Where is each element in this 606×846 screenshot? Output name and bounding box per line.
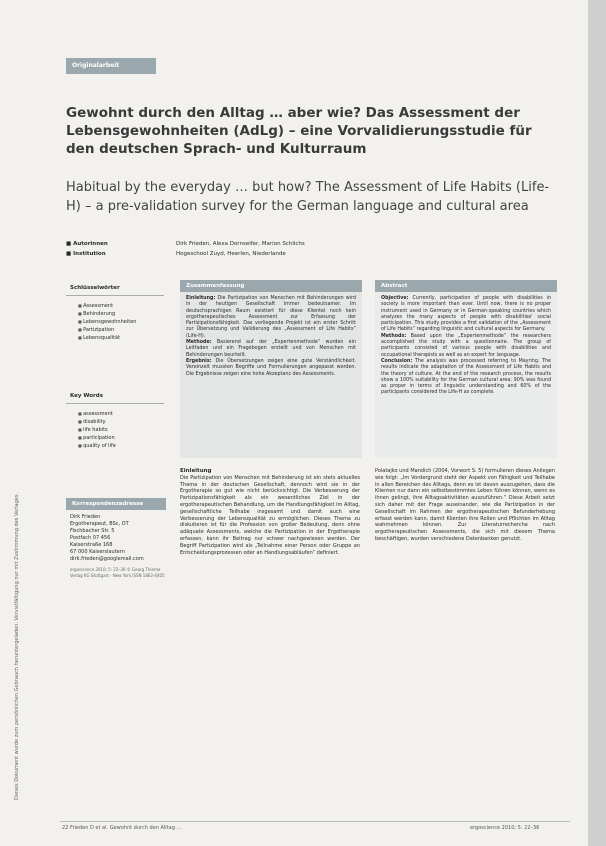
summary-german-title: Zusammenfassung — [180, 280, 362, 292]
abstract-objective: Currently, participation of people with disabilities in society is more important than ever. Until now, there is no proper instrument used in Germany or in German-speaking countries which analyzes the many aspects of people with disabilities' social participation. This study provides a first validation of the „Assessment of Life Habits“ regarding linguistic and cultural aspects for Germany. — [381, 296, 551, 333]
correspondence-title: Korrespondenzadresse — [66, 498, 166, 510]
abstract-methods: Based upon the „Expertenmethode“ the researchers accomplished the study with a questionnaire. The group of participants consisted of various people with disabilities and occupational therapists as well as an expert for language. — [381, 333, 551, 358]
authors-value: Dirk Frieden, Alexa Dornseifer, Marion Schlichs — [176, 241, 305, 247]
summary-results: Die Übersetzungen zeigen eine gute Verständlichkeit. Vereinzelt mussten Begriffe und Formulierungen angepasst werden. Die Ergebnisse zeigen eine hohe Akzeptanz des Assessments. — [186, 358, 356, 377]
abstract-english-title: Abstract — [375, 280, 557, 292]
keyword-de: ■ Lebensgewohnheiten — [78, 318, 164, 326]
institutes-value: Hogeschool Zuyd, Heerlen, Niederlande — [176, 251, 286, 257]
intro-paragraph-2: Polatajko und Mandich (2004, Vorwort S. 5) formulieren dieses Anliegen wie folgt: „Im Vordergrund steht der Aspekt von Fähigkeit und Teilhabe in allen Bereichen des Alltags, denn es ist davon auszugehen, dass die Klienten nur dann ein selbstbestimmtes Leben führen können, wenn es ihnen gelingt, ihre Alltagsaktivitäten auszuführen.“ Diese Arbeit setzt sich daher mit der Frage auseinander, wie die Partizipation in der Gesellschaft im Rahmen der ergotherapeutischen Befunderhebung erfasst werden kann, damit Klienten ihre Rollen und Pflichten im Alltag wahrnehmen können. Zur Literaturrecherche nach ergotherapeutischen Assessments, die sich mit diesem Thema beschäftigen, wurden verschiedene Datenbanken genutzt. — [375, 468, 555, 542]
intro-column-1 — [180, 468, 360, 559]
keyword-en: ■ life habits — [78, 426, 164, 434]
abstract-conclusion-label: Conclusion: — [381, 358, 413, 364]
summary-german-box — [180, 280, 362, 458]
email-line: dirk.frieden@googlemail.com — [70, 556, 144, 562]
address-line: Kaiserstraße 168 — [70, 542, 113, 548]
keyword-de: ■ Behinderung — [78, 310, 164, 318]
keywords-german — [66, 282, 164, 342]
address-line: Fischbacher Str. 5 — [70, 528, 115, 534]
summary-methods-label: Methode: — [186, 340, 212, 346]
keyword-de: ■ Assessment — [78, 302, 164, 310]
keyword-en: ■ quality of life — [78, 442, 164, 450]
institutes-label: ■ Institution — [66, 251, 106, 257]
page-edge — [588, 0, 606, 846]
correspondence-box — [66, 498, 166, 578]
rubric-label — [66, 58, 156, 74]
address-line: Postfach 07 456 — [70, 535, 111, 541]
summary-methods: Basierend auf der „Expertenmethode“ wurden ein Leitfaden und ein Fragebogen erstellt und von Menschen mit Behinderungen beurteilt. — [186, 340, 357, 358]
abstract-methods-label: Methods: — [381, 333, 407, 339]
summary-intro-label: Einleitung: — [186, 296, 216, 301]
intro-paragraph-1: Die Partizipation von Menschen mit Behinderung ist ein stets aktuelles Thema in der deutschen Gesellschaft, dennoch wird sie in der Ergotherapie so gut wie nicht berücksichtigt. Die Verbesserung der Partizipationsfähigkeit als ein wesentliches Ziel in der ergotherapeutischen Behandlung, um die Handlungsfähigkeit im Alltag, gesellschaftliche Teilhabe insgesamt und damit auch eine Verbesserung der Lebensqualität zu ermöglichen. Dieses Thema zu diskutieren ist für die Profession von großer Bedeutung, denn ohne adäquate Assessments, welche die Partizipation in der Ergotherapie erfassen, kann ihr Beitrag nur schwer nachgewiesen werden. Der Begriff Partizipation wird als „Teilnahme einer Person oder Gruppe an Entscheidungsprozessen oder an Handlungsabläufen“ definiert. — [180, 474, 360, 556]
title-german: Gewohnt durch den Alltag … aber wie? Das Assessment der Lebensgewohnheiten (AdLg) – eine Vorvalidierungsstudie für den deutschen Sprach- und Kulturraum — [66, 105, 532, 157]
authors-label: ■ Autorinnen — [66, 241, 108, 247]
keyword-de: ■ Partizipation — [78, 326, 164, 334]
abstract-conclusion: The analysis was processed referring to Mayring. The results indicate the adaptation of the Assessment of Life Habits and the theory of culture. At the end of the research process, the results show a 100% suitability for the German cultural area; 90% was found as proper in terms of linguistic understanding and 60% of the participants considered the Life-H as complete. — [381, 358, 551, 396]
footer-left: 22 Frieden D et al. Gewohnt durch den Alltag … — [62, 825, 182, 831]
keyword-en: ■ participation — [78, 434, 164, 442]
abstract-english-box — [375, 280, 557, 458]
keywords-english — [66, 390, 164, 450]
keywords-english-title: Key Words — [66, 390, 164, 404]
keyword-en: ■ disability — [78, 418, 164, 426]
intro-heading: Einleitung — [180, 468, 212, 474]
title-english: Habitual by the everyday … but how? The Assessment of Life Habits (Life-H) – a pre-validation survey for the German language and cultural area — [66, 180, 550, 214]
abstract-objective-label: Objective: — [381, 296, 409, 301]
footer-right: ergoscience 2010; 5: 22–36 — [470, 825, 540, 831]
rubric-text: Originalarbeit — [72, 62, 120, 69]
address-line: 67 000 Kaiserslautern — [70, 549, 125, 555]
keywords-german-title: Schlüsselwörter — [66, 282, 164, 296]
bibliographic-info: ergoscience 2010; 5: 22–36 © Georg Thieme Verlag KG Stuttgart · New York ISSN 1862-4405 — [70, 567, 165, 578]
summary-results-label: Ergebnis: — [186, 358, 212, 364]
keyword-en: ■ assessment — [78, 410, 164, 418]
side-copyright-text: Dieses Dokument wurde zum persönlichen Gebrauch heruntergeladen. Vervielfältigung nur mit Zustimmung des Verlages. — [14, 492, 20, 800]
summary-intro: Die Partizipation von Menschen mit Behinderungen wird in der heutigen Gesellschaft immer bedeutsamer. Im deutschsprachigen Raum existiert für diese Klientel noch kein ergotherapeutisches Assessment zur Erfassung der Partizipationsfähigkeit. Das vorliegende Projekt ist ein erster Schritt zur Übersetzung und Validierung des „Assessment of Life Habits“ (Life-H). — [186, 296, 356, 339]
footer-rule — [60, 821, 570, 822]
address-line: Ergotherapeut, BSc, OT — [70, 521, 129, 527]
intro-column-2 — [375, 468, 555, 546]
keyword-de: ■ Lebensqualität — [78, 334, 164, 342]
address-line: Dirk Frieden — [70, 514, 101, 520]
